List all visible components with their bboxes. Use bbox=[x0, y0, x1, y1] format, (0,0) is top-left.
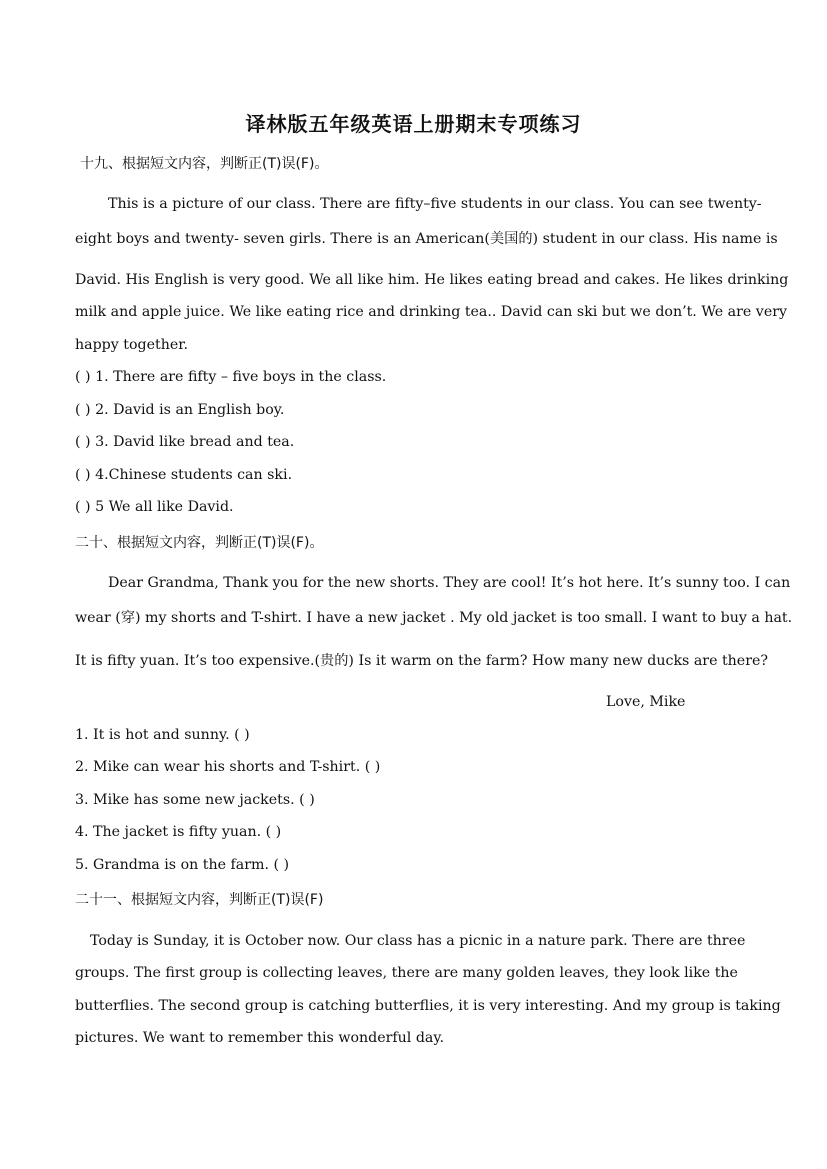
section-19-question: ( ) 3. David like bread and tea. bbox=[75, 434, 295, 450]
section-20-question: 4. The jacket is fifty yuan. ( ) bbox=[75, 824, 282, 840]
section-21-passage-line: butterflies. The second group is catching butterflies, it is very interesting. And my group is taking bbox=[75, 998, 781, 1014]
letter-signature: Love, Mike bbox=[606, 694, 686, 710]
section-19-question: ( ) 2. David is an English boy. bbox=[75, 402, 285, 418]
section-19-heading: 十九、根据短文内容，判断正(T)误(F)。 bbox=[80, 156, 329, 172]
section-20-passage-line: wear (穿) my shorts and T-shirt. I have a new jacket . My old jacket is too small. I want to buy a hat. bbox=[75, 610, 793, 626]
section-20-question: 3. Mike has some new jackets. ( ) bbox=[75, 792, 315, 808]
section-19-passage-line: This is a picture of our class. There are fifty–five students in our class. You can see twenty- bbox=[108, 196, 762, 212]
page-title: 译林版五年级英语上册期末专项练习 bbox=[245, 112, 582, 136]
section-20-passage-line: It is fifty yuan. It’s too expensive.(贵的) Is it warm on the farm? How many new ducks are there? bbox=[75, 653, 768, 669]
section-19-passage-line: David. His English is very good. We all like him. He likes eating bread and cakes. He likes drinking bbox=[75, 272, 789, 288]
section-21-passage-line: pictures. We want to remember this wonderful day. bbox=[75, 1030, 445, 1046]
section-19-passage-line: happy together. bbox=[75, 337, 188, 353]
section-19-question: ( ) 4.Chinese students can ski. bbox=[75, 467, 293, 483]
section-20-question: 1. It is hot and sunny. ( ) bbox=[75, 727, 250, 743]
section-21-passage-line: groups. The first group is collecting leaves, there are many golden leaves, they look like the bbox=[75, 965, 738, 981]
section-19-question: ( ) 1. There are fifty – five boys in the class. bbox=[75, 369, 387, 385]
section-20-heading: 二十、根据短文内容，判断正(T)误(F)。 bbox=[75, 535, 324, 551]
section-20-passage-line: Dear Grandma, Thank you for the new shorts. They are cool! It’s hot here. It’s sunny too. I can bbox=[108, 575, 791, 591]
section-19-passage-line: milk and apple juice. We like eating rice and drinking tea.. David can ski but we don’t. We are very bbox=[75, 304, 788, 320]
section-21-heading: 二十一、根据短文内容，判断正(T)误(F) bbox=[75, 892, 324, 908]
section-21-passage-line: Today is Sunday, it is October now. Our class has a picnic in a nature park. There are three bbox=[90, 933, 746, 949]
section-19-passage-line: eight boys and twenty- seven girls. There is an American(美国的) student in our class. His name is bbox=[75, 231, 778, 247]
section-19-question: ( ) 5 We all like David. bbox=[75, 499, 234, 515]
section-20-question: 5. Grandma is on the farm. ( ) bbox=[75, 857, 290, 873]
section-20-question: 2. Mike can wear his shorts and T-shirt. ( ) bbox=[75, 759, 381, 775]
